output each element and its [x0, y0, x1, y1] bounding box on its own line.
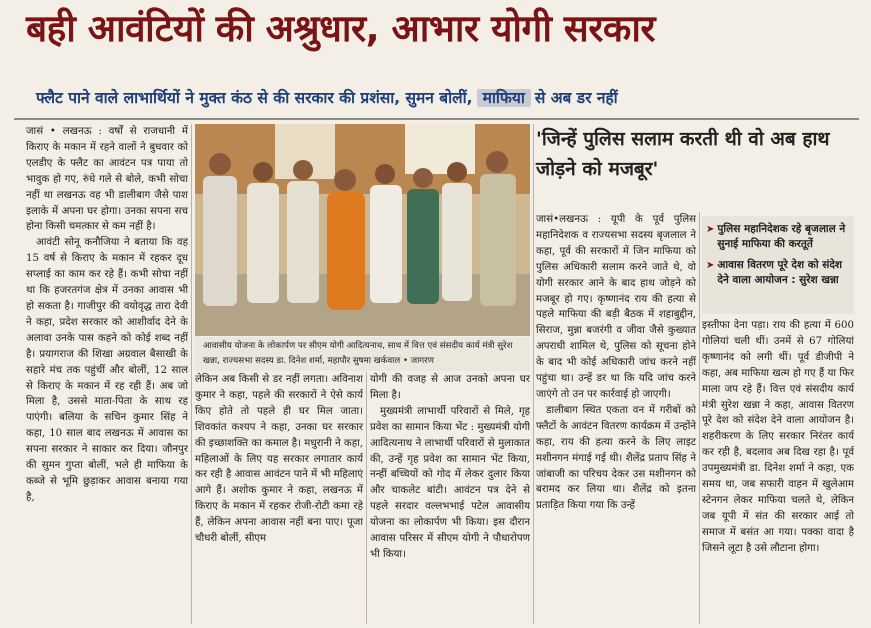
article-paragraph: मुख्यमंत्री लाभार्थी परिवारों से मिले, गृह प्रवेश का सामान किया भेंट : मुख्यमंत्री योगी आदित्यनाथ ने लाभार्थी परिवारों से मुलाकात की, उन्हें गृह प्रवेश का सामान भेंट किया, नन्हीं बच्चियों को गोद में लेकर दुलार किया और चाकलेट बांटी। आवंटन पत्र देने से पहले सरदार वल्लभभाई पटेल आवासीय योजना का लोकार्पण भी किया। इस दौरान आवास परिसर में सीएम योगी ने पौधारोपण भी किया।	[370, 405, 530, 560]
subhead-text-before: फ्लैट पाने वाले लाभार्थियों ने मुक्त कंठ से की सरकार की प्रशंसा, सुमन बोलीं,	[36, 89, 473, 107]
article-paragraph: इस्तीफा देना पड़ा। राय की हत्या में 600 गोलियां चली थीं। उनमें से 67 गोलियां कृष्णानंद को लगी थीं। पूर्व डीजीपी ने कहा, अब माफिया खत्म हो गए हैं या फिर माला जप रहे हैं। वित्त एवं संसदीय कार्य मंत्री सुरेश खन्ना ने कहा, आवास वितरण पूरे देश को संदेश देने वाला आयोजन है। शहरीकरण के लिए सरकार निरंतर कार्य कर रही है, बदलाव अब दिख रहा है। पूर्व उपमुख्यमंत्री डा. दिनेश शर्मा ने कहा, एक समय था, जब सफारी वाहन में खुलेआम स्टेनगन लेकर माफिया चलते थे, लेकिन जब यूपी में संत की सरकार आई तो समाज में बसंत आ गया। पक्का वादा है जिसने लूटा है उसे लौटाना होगा।	[702, 320, 854, 554]
article-column-5	[702, 318, 854, 624]
highlights-box	[702, 216, 854, 314]
article-paragraph: लेकिन अब किसी से डर नहीं लगता। अविनाश कुमार ने कहा, पहले की सरकारों ने ऐसे कार्य किए होते तो पहले ही घर मिल जाता। शिवकांत कश्यप ने कहा, उनका घर सरकार की इच्छाशक्ति का कमाल है। मधुरानी ने कहा, महिलाओं के लिए यह सरकार लगातार कार्य कर रही है आवास आवंटन पाने में भी महिलाएं आगे हैं। अशोक कुमार ने कहा, लखनऊ में किराए के मकान में रहकर रोजी-रोटी कमा रहे हैं, लेकिन अपना आवास नहीं बना पाए। पूजा चौधरी बोलीं, सीएम	[195, 374, 363, 545]
arrow-bullet-icon: ➤	[706, 224, 715, 235]
article-paragraph: योगी की वजह से आज उनको अपना घर मिला है।	[370, 374, 530, 401]
column-divider	[366, 372, 367, 624]
highlight-item	[706, 258, 850, 288]
pull-quote-heading: 'जिन्हें पुलिस सलाम करती थी वो अब हाथ जोड़ने को मजबूर'	[536, 128, 830, 180]
article-column-1	[26, 124, 188, 624]
column-divider	[699, 212, 700, 624]
column-divider	[191, 124, 192, 624]
highlight-item	[706, 222, 850, 252]
news-photo	[195, 124, 530, 336]
article-column-2	[195, 372, 363, 624]
subhead-text-after: से अब डर नहीं	[534, 89, 618, 107]
headline: बही आवंटियों की अश्रुधार, आभार योगी सरकार	[26, 7, 656, 50]
article-column-4	[536, 212, 696, 624]
article-paragraph: आवंटी सोनू कनौजिया ने बताया कि वह 15 वर्ष से किराए के मकान में रहकर दूध सप्लाई का काम कर रहे हैं। कभी सोचा नहीं था कि हजरतगंज क्षेत्र में उनका आवास भी हो सकता है। गाजीपुर की वयोवृद्ध तारा देवी ने कहा, प्रदेश सरकार को आशीर्वाद देने के अलावा उनके पास कहने को कोई शब्द नहीं है। प्रयागराज की शिखा अग्रवाल बैसाखी के सहारे मंच तक पहुंचीं और बोलीं, 12 साल से किराए के मकान में रह रही हैं। अब जो मिला है, उससे माता-पिता के साथ रह पाएंगी। बलिया के सचिन कुमार सिंह ने कहा, 10 साल बाद लखनऊ में आवास का सपना सरकार ने साकार कर दिया। जौनपुर की सुमन गुप्ता बोलीं, भले ही माफिया के कब्जे से भूमि छुड़ाकर आवास बनाया गया है,	[26, 237, 188, 503]
subheadline	[36, 86, 856, 110]
photo-caption: आवासीय योजना के लोकार्पण पर सीएम योगी आदित्यनाथ, साथ में वित्त एवं संसदीय कार्य मंत्री सुरेश खन्ना, राज्यसभा सदस्य डा. दिनेश शर्मा, महापौर सुषमा खर्कवाल • जागरण	[195, 337, 530, 371]
article-paragraph: जासं•लखनऊ : यूपी के पूर्व पुलिस महानिदेशक व राज्यसभा सदस्य बृजलाल ने कहा, पूर्व की सरकारों में जिन माफिया को पुलिस अधिकारी सलाम करने जाते थे, वो योगी सरकार आने के बाद हाथ जोड़ने को मजबूर हो गए। कृष्णानंद राय की हत्या से पहले माफिया की बड़ी बैठक में शहाबुद्दीन, सिराज, मुन्ना बजरंगी व जीवा जैसे कुख्यात अपराधी शामिल थे, पुलिस को सूचना होने के बाद भी कोई अधिकारी जांच करने नहीं पहुंचा था। उन्हें डर था कि यदि जांच करने जाएंगे तो उन पर कार्रवाई हो जाएगी।	[536, 214, 696, 400]
group-photo-illustration	[195, 124, 530, 336]
column-divider	[533, 124, 534, 624]
subhead-highlight-badge: माफिया	[477, 89, 531, 107]
header-divider	[14, 118, 859, 120]
article-column-3	[370, 372, 530, 624]
highlight-text: आवास वितरण पूरे देश को संदेश देने वाला आयोजन : सुरेश खन्ना	[717, 259, 843, 286]
article-paragraph: डालीबाग स्थित एकता वन में गरीबों को फ्लैटों के आवंटन वितरण कार्यक्रम में उन्होंने कहा, राय की हत्या करने के लिए लाइट मशीनगन मंगाई गई थी। शैलेंद्र प्रताप सिंह ने जांबाजी का परिचय देकर उस मशीनगन को बरामद कर लिया था। शैलेंद्र को इतना प्रताड़ित किया गया कि उन्हें	[536, 404, 696, 512]
arrow-bullet-icon: ➤	[706, 260, 715, 271]
article-paragraph: जासं • लखनऊ : वर्षों से राजधानी में किराए के मकान में रहने वालों ने बुधवार को एलडीए के फ्लैट का आवंटन पत्र पाया तो भावुक हो गए, रुंधे गले से बोले, कभी सोचा नहीं था लखनऊ वह भी डालीबाग जैसे पाश इलाके में अपना घर होगा। उनका सपना सच होना किसी चमत्कार से कम नहीं है।	[26, 126, 188, 233]
highlight-text: पुलिस महानिदेशक रहे बृजलाल ने सुनाई माफिया की करतूतें	[717, 223, 846, 250]
